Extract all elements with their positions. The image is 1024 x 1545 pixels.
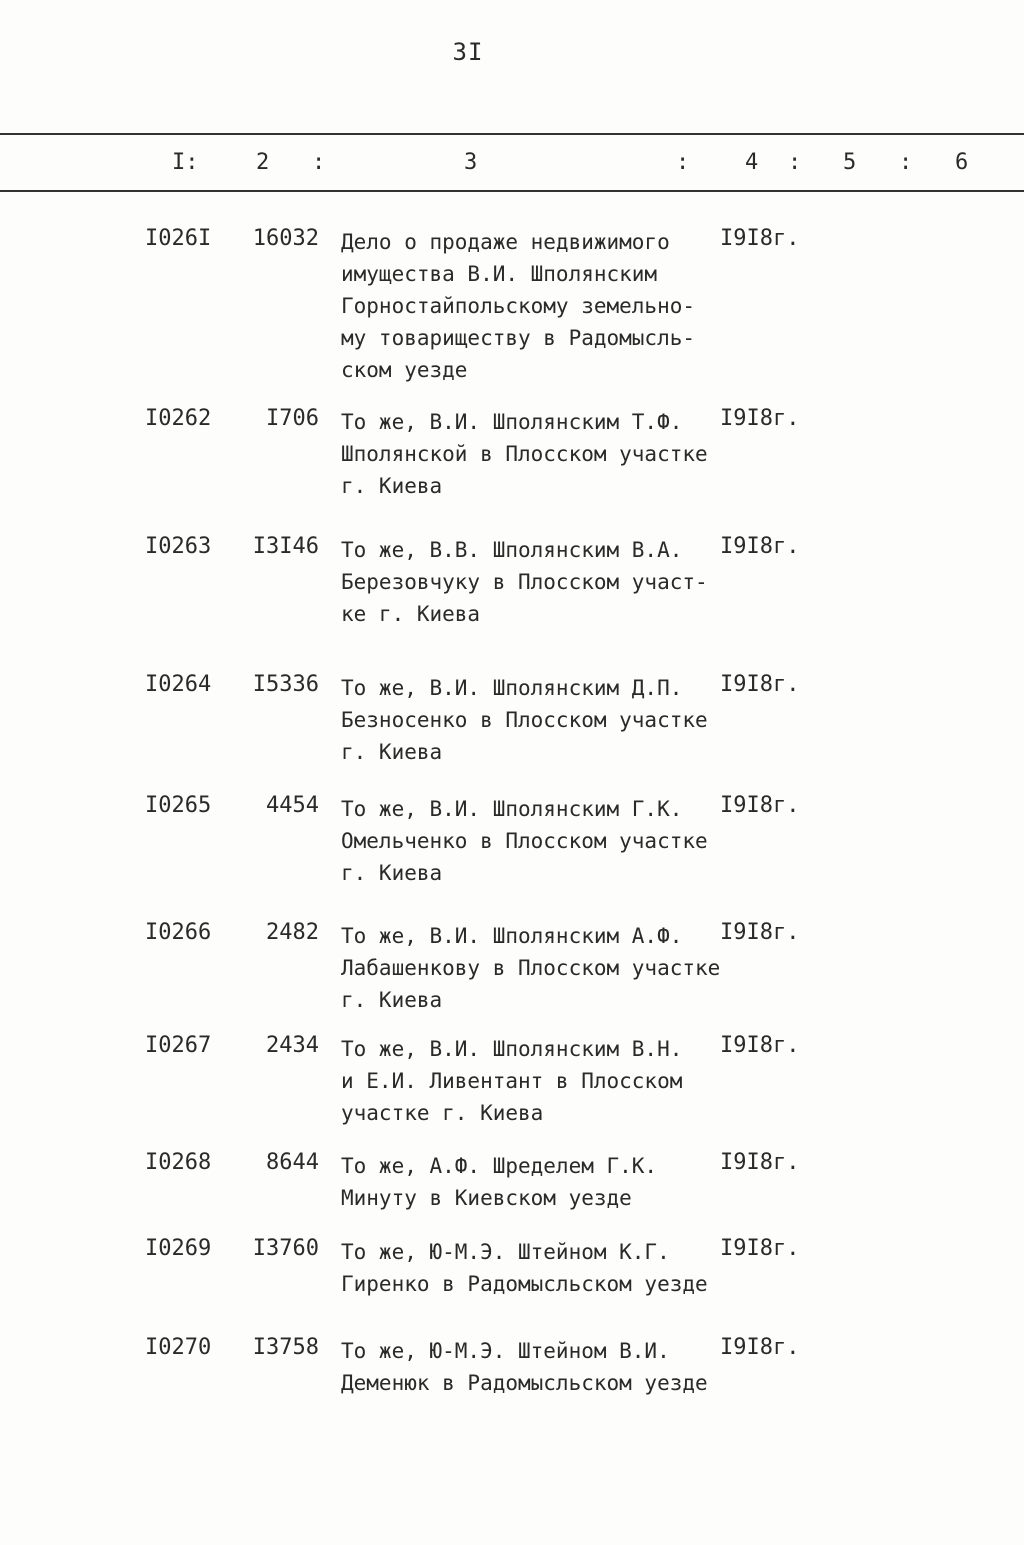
entry-number: I0270	[145, 1335, 212, 1360]
description-line: Омельченко в Плосском участке	[341, 829, 708, 853]
entry-number: I0262	[145, 406, 212, 431]
description-line: г. Киева	[341, 740, 443, 764]
entry-year: I9I8г.	[720, 1033, 800, 1058]
column-header-5: 5	[843, 150, 857, 175]
old-number: 2434	[266, 1033, 319, 1058]
description-line: Дело о продаже недвижимого	[341, 230, 670, 254]
description-line: Безносенко в Плосском участке	[341, 708, 708, 732]
description-line: участке г. Киева	[341, 1101, 544, 1125]
description-line: Лабашенкову в Плосском участке	[341, 956, 721, 980]
old-number: I5336	[252, 672, 319, 697]
column-header-3: 3	[464, 150, 478, 175]
entry-number: I0268	[145, 1150, 212, 1175]
entry-number: I0263	[145, 534, 212, 559]
old-number: I706	[266, 406, 319, 431]
column-separator: :	[899, 150, 913, 175]
column-header-2: 2	[256, 150, 270, 175]
old-number: 8644	[266, 1150, 319, 1175]
description-line: То же, В.И. Шполянским А.Ф.	[341, 924, 683, 948]
page-number: 3I	[452, 38, 484, 66]
entry-number: I0266	[145, 920, 212, 945]
description-line: То же, А.Ф. Шределем Г.К.	[341, 1154, 658, 1178]
entry-number: I0267	[145, 1033, 212, 1058]
description-line: му товариществу в Радомысль-	[341, 326, 696, 350]
description-line: г. Киева	[341, 988, 443, 1012]
description-line: ке г. Киева	[341, 602, 481, 626]
header-rule-top	[0, 133, 1024, 135]
description-line: ском уезде	[341, 358, 468, 382]
entry-year: I9I8г.	[720, 534, 800, 559]
description-line: То же, Ю-М.Э. Штейном В.И.	[341, 1339, 670, 1363]
column-separator: :	[312, 150, 326, 175]
old-number: I3I46	[252, 534, 319, 559]
description-line: г. Киева	[341, 861, 443, 885]
entry-year: I9I8г.	[720, 1335, 800, 1360]
entry-number: I0264	[145, 672, 212, 697]
column-header-1: I:	[172, 150, 199, 175]
description-line: То же, Ю-М.Э. Штейном К.Г.	[341, 1240, 670, 1264]
description-line: и Е.И. Ливентант в Плосском	[341, 1069, 683, 1093]
description-line: Горностайпольскому земельно-	[341, 294, 696, 318]
column-header-4: 4	[745, 150, 759, 175]
entry-number: I0269	[145, 1236, 212, 1261]
entry-year: I9I8г.	[720, 406, 800, 431]
description-line: То же, В.И. Шполянским Т.Ф.	[341, 410, 683, 434]
column-separator: :	[676, 150, 690, 175]
column-separator: :	[788, 150, 802, 175]
description-line: То же, В.И. Шполянским В.Н.	[341, 1037, 683, 1061]
entry-year: I9I8г.	[720, 793, 800, 818]
description-line: Минуту в Киевском уезде	[341, 1186, 632, 1210]
column-header-6: 6	[955, 150, 969, 175]
description-line: То же, В.В. Шполянским В.А.	[341, 538, 683, 562]
header-rule-bottom	[0, 190, 1024, 192]
old-number: 2482	[266, 920, 319, 945]
description-line: То же, В.И. Шполянским Г.К.	[341, 797, 683, 821]
description-line: Гиренко в Радомысльском уезде	[341, 1272, 708, 1296]
old-number: 4454	[266, 793, 319, 818]
entry-number: I026I	[145, 226, 212, 251]
entry-year: I9I8г.	[720, 1150, 800, 1175]
entry-year: I9I8г.	[720, 1236, 800, 1261]
description-line: Шполянской в Плосском участке	[341, 442, 708, 466]
description-line: Деменюк в Радомысльском уезде	[341, 1371, 708, 1395]
description-line: Березовчуку в Плосском участ-	[341, 570, 708, 594]
old-number: 16032	[252, 226, 319, 251]
entry-number: I0265	[145, 793, 212, 818]
entry-year: I9I8г.	[720, 920, 800, 945]
entry-year: I9I8г.	[720, 226, 800, 251]
entry-year: I9I8г.	[720, 672, 800, 697]
description-line: То же, В.И. Шполянским Д.П.	[341, 676, 683, 700]
description-line: имущества В.И. Шполянским	[341, 262, 658, 286]
description-line: г. Киева	[341, 474, 443, 498]
old-number: I3760	[252, 1236, 319, 1261]
old-number: I3758	[252, 1335, 319, 1360]
